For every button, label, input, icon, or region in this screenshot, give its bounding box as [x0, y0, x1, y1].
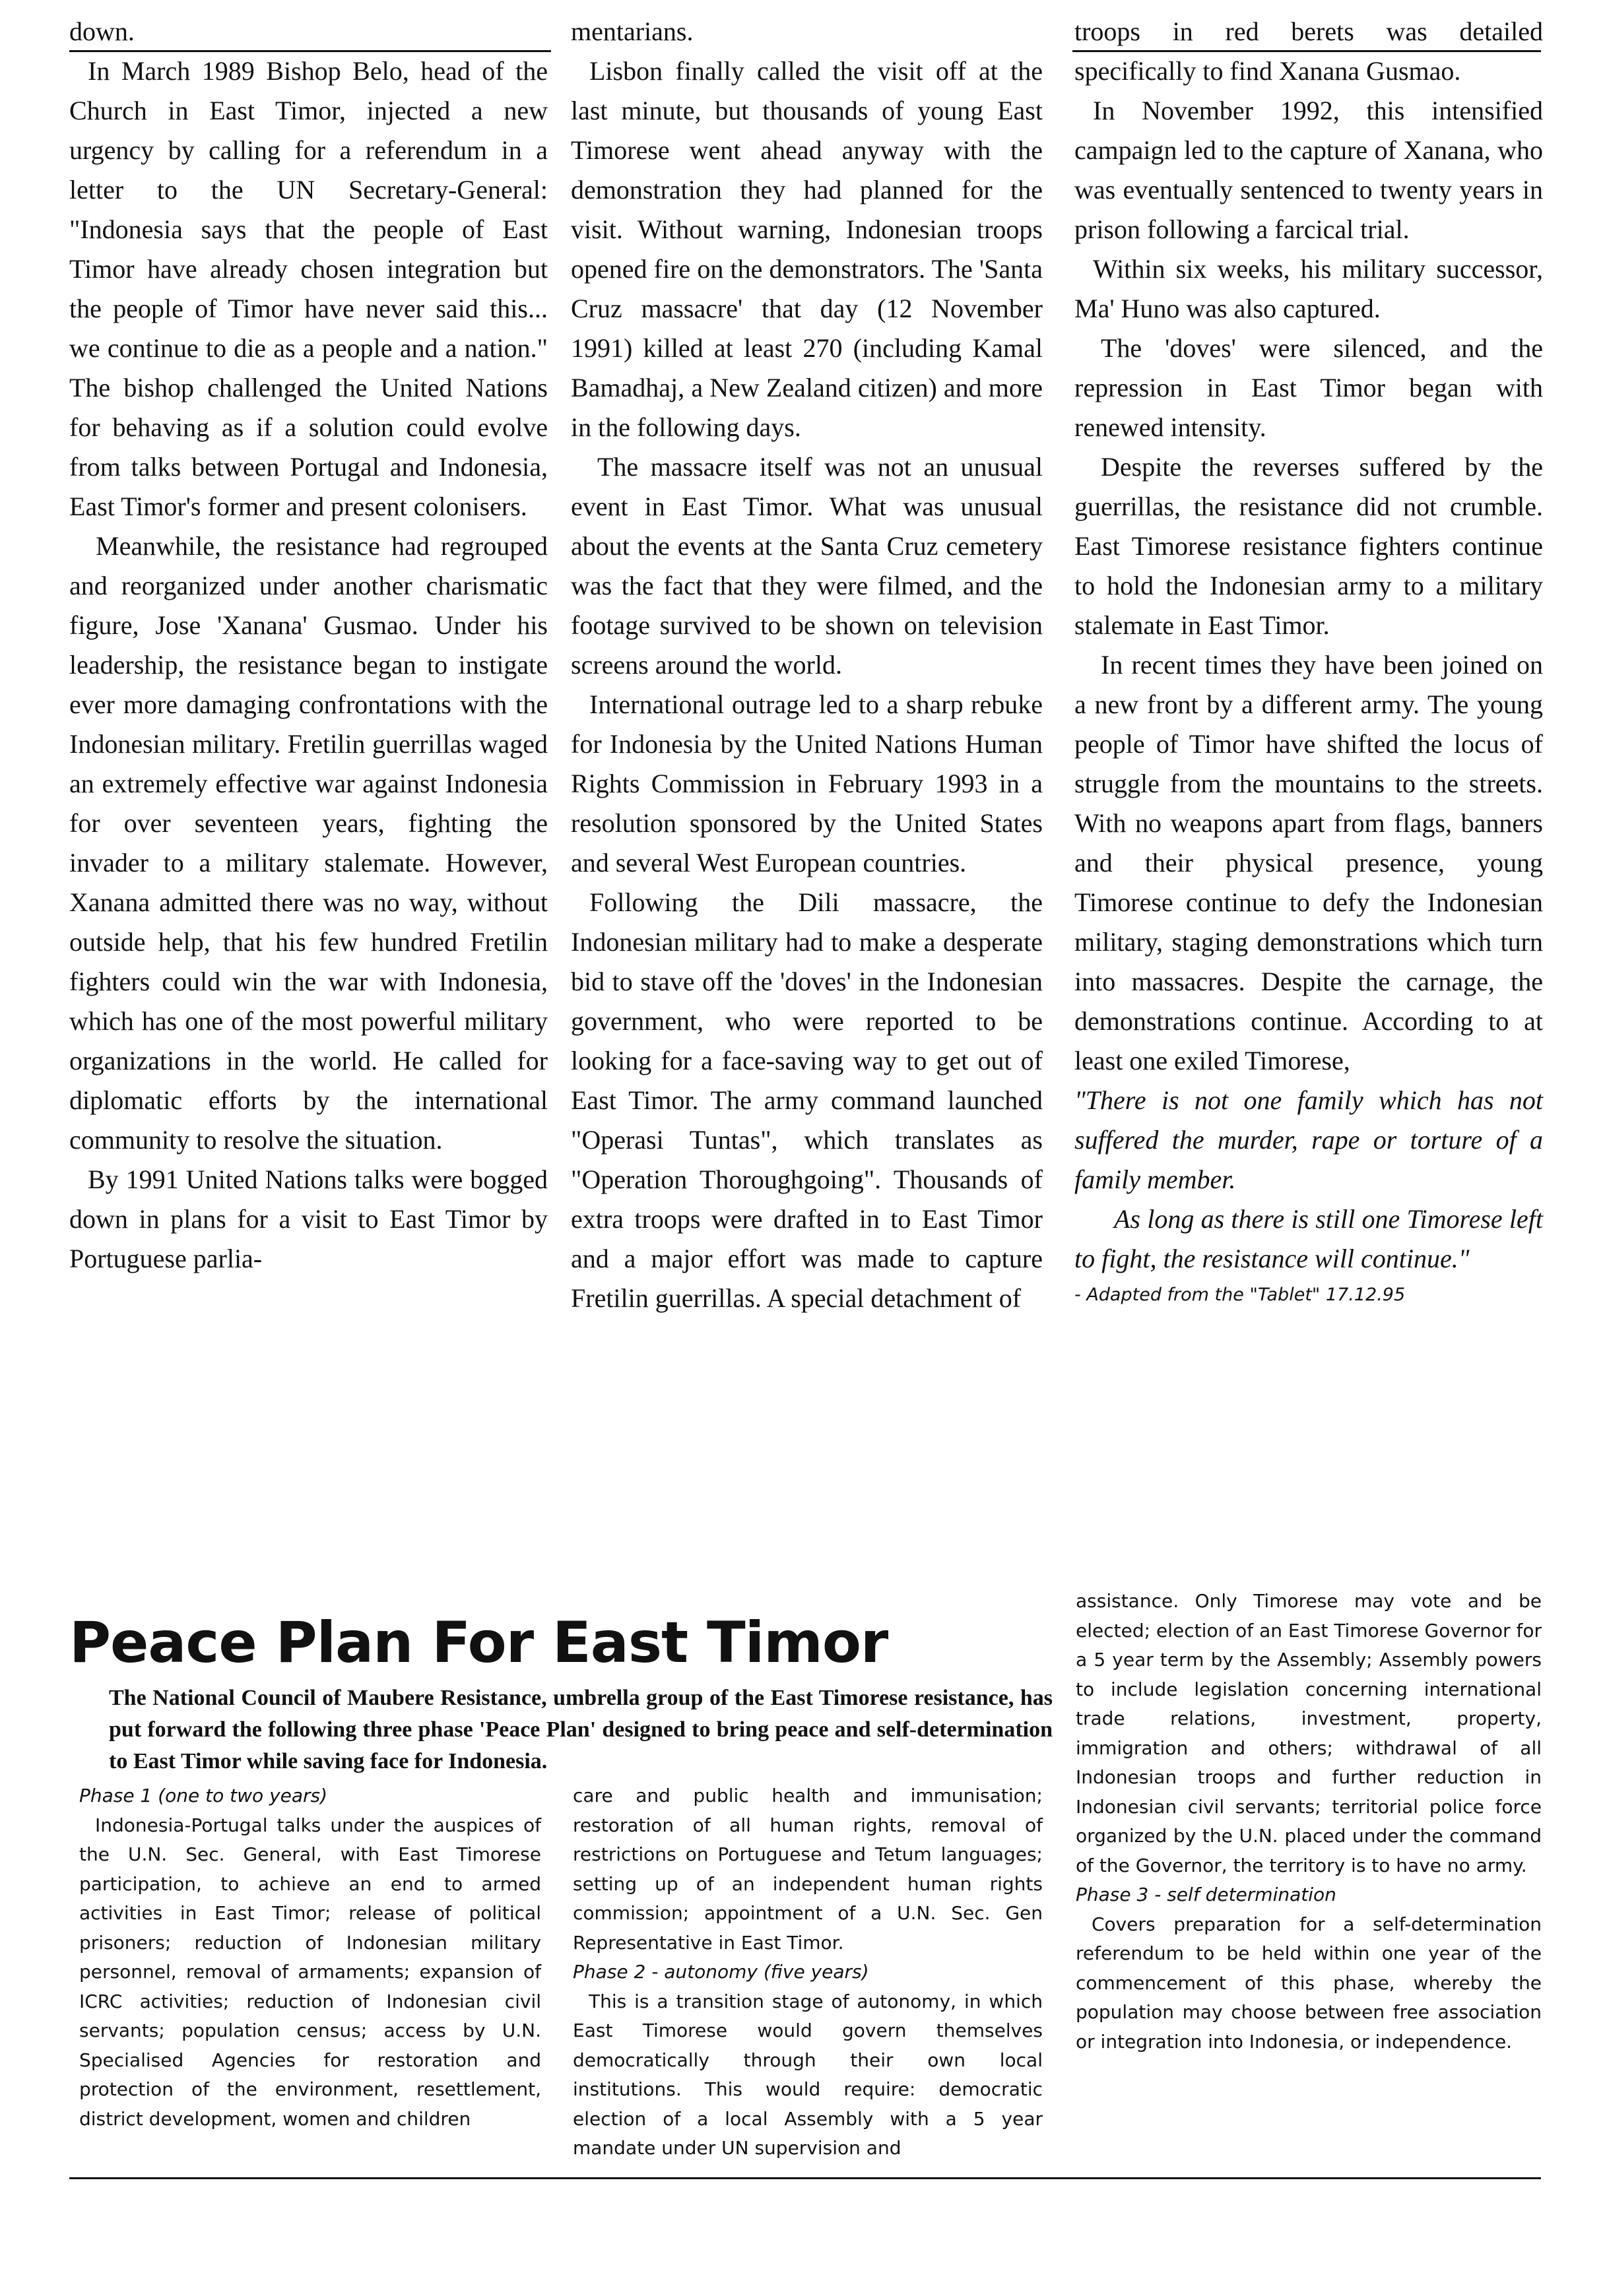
article-paragraph: Within six weeks, his military successor, Ma' Huno was also captured. — [1074, 254, 1543, 323]
article-source: - Adapted from the "Tablet" 17.12.95 — [1074, 1285, 1406, 1305]
article-paragraph: Following the Dili massacre, the Indonesian military had to make a desperate bid to stave off the 'doves' in the Indonesian government, who were reported to be looking for a face-saving way to get out of East Timor. The army command launched "Operasi Tuntas", which translates as "Operation Thoroughgoing". Thousands of extra troops were drafted in to East Timor and a major effort was made to capture Fretilin guerrillas. A special detachment of — [571, 887, 1043, 1313]
phase-2-text-continued: assistance. Only Timorese may vote and be elected; election of an East Timorese Governor for a 5 year term by the Assembly; Assembly powers to include legislation concerning international trade relations, investment, property, immigration and others; withdrawal of all Indonesian troops and further reduction in Indonesian civil servants; territorial police force organized by the U.N. placed under the command of the Governor, the territory is to have no army. — [1076, 1590, 1542, 1876]
peace-plan-column-3 — [1076, 1587, 1542, 2057]
article-paragraph: In November 1992, this intensified campaign led to the capture of Xanana, who was eventually sentenced to twenty years in prison following a farcical trial. — [1074, 96, 1543, 244]
bottom-rule — [69, 2177, 1541, 2179]
article-column-1 — [69, 12, 548, 1279]
article-paragraph: Despite the reverses suffered by the guerrillas, the resistance did not crumble. East Timorese resistance fighters continue to hold the Indonesian army to a military stalemate in East Timor. — [1074, 452, 1543, 640]
phase-1-text: Indonesia-Portugal talks under the auspices of the U.N. Sec. General, with East Timorese participation, to achieve an end to armed activities in East Timor; release of political prisoners; reduction of Indonesian military personnel, removal of armaments; expansion of ICRC activities; reduction of Indonesian civil servants; population census; access by U.N. Specialised Agencies for restoration and protection of the environment, resettlement, district development, women and children — [79, 1814, 541, 2130]
phase-3-heading: Phase 3 - self determination — [1076, 1884, 1336, 1905]
phase-2-text: This is a transition stage of autonomy, in which East Timorese would govern themselves democratically through their own local institutions. This would require: democratic election of a local Assembly with a 5 year mandate under UN supervision and — [573, 1990, 1043, 2159]
phase-1-text-continued: care and public health and immunisation; restoration of all human rights, removal of restrictions on Portuguese and Tetum languages; setting up of an independent human rights commission; appointment of a U.N. Sec. Gen Representative in East Timor. — [573, 1785, 1043, 1954]
article-paragraph: Meanwhile, the resistance had regrouped and reorganized under another charismatic figure, Jose 'Xanana' Gusmao. Under his leadership, the resistance began to instigate ever more damaging confrontations with the Indonesian military. Fretilin guerrillas waged an extremely effective war against Indonesia for over seventeen years, fighting the invader to a military stalemate. However, Xanana admitted there was no way, without outside help, that his few hundred Fretilin fighters could win the war with Indonesia, which has one of the most powerful military organizations in the world. He called for diplomatic efforts by the international community to resolve the situation. — [69, 531, 548, 1155]
peace-plan-title: Peace Plan For East Timor — [69, 1610, 888, 1676]
article-paragraph: In recent times they have been joined on a new front by a different army. The young people of Timor have shifted the locus of struggle from the mountains to the streets. With no weapons apart from flags, banners and their physical presence, young Timorese continue to defy the Indonesian military, staging demonstrations which turn into massacres. Despite the carnage, the demonstrations continue. According to at least one exiled Timorese, — [1074, 650, 1543, 1075]
article-quote: As long as there is still one Timorese left to fight, the resistance will continue." — [1074, 1204, 1543, 1273]
article-column-2 — [571, 12, 1043, 1318]
article-paragraph: By 1991 United Nations talks were bogged down in plans for a visit to East Timor by Portuguese parlia- — [69, 1164, 548, 1273]
article-paragraph: mentarians. — [571, 16, 694, 46]
article-paragraph: The 'doves' were silenced, and the repression in East Timor began with renewed intensity. — [1074, 333, 1543, 442]
article-paragraph: troops in red berets was detailed specifically to find Xanana Gusmao. — [1074, 16, 1543, 86]
article-paragraph: International outrage led to a sharp rebuke for Indonesia by the United Nations Human Rights Commission in February 1993 in a resolution sponsored by the United States and several West European countries. — [571, 689, 1043, 877]
peace-plan-intro: The National Council of Maubere Resistance, umbrella group of the East Timorese resistance, has put forward the following three phase 'Peace Plan' designed to bring peace and self-determination to East Timor while saving face for Indonesia. — [109, 1686, 1053, 1773]
article-paragraph: The massacre itself was not an unusual event in East Timor. What was unusual about the events at the Santa Cruz cemetery was the fact that they were filmed, and the footage survived to be shown on television screens around the world. — [571, 452, 1043, 680]
article-paragraph: Lisbon finally called the visit off at the last minute, but thousands of young East Timorese went ahead anyway with the demonstration they had planned for the visit. Without warning, Indonesian troops opened fire on the demonstrators. The 'Santa Cruz massacre' that day (12 November 1991) killed at least 270 (including Kamal Bamadhaj, a New Zealand citizen) and more in the following days. — [571, 56, 1043, 442]
peace-plan-column-2 — [573, 1781, 1043, 2163]
article-quote: "There is not one family which has not suffered the murder, rape or torture of a family member. — [1074, 1085, 1543, 1194]
phase-3-text: Covers preparation for a self-determination referendum to be held within one year of the commencement of this phase, whereby the population may choose between free association or integration into Indonesia, or independence. — [1076, 1913, 1542, 2053]
article-column-3 — [1074, 12, 1543, 1312]
article-paragraph: In March 1989 Bishop Belo, head of the Church in East Timor, injected a new urgency by calling for a referendum in a letter to the UN Secretary-General: "Indonesia says that the people of East Timor have already chosen integration but the people of Timor have never said this... we continue to die as a people and a nation." The bishop challenged the United Nations for behaving as if a solution could evolve from talks between Portugal and Indonesia, East Timor's former and present colonisers. — [69, 56, 548, 521]
peace-plan-column-1 — [79, 1781, 541, 2134]
phase-2-heading: Phase 2 - autonomy (five years) — [573, 1961, 869, 1983]
phase-1-heading: Phase 1 (one to two years) — [79, 1785, 328, 1806]
article-paragraph: down. — [69, 16, 135, 46]
